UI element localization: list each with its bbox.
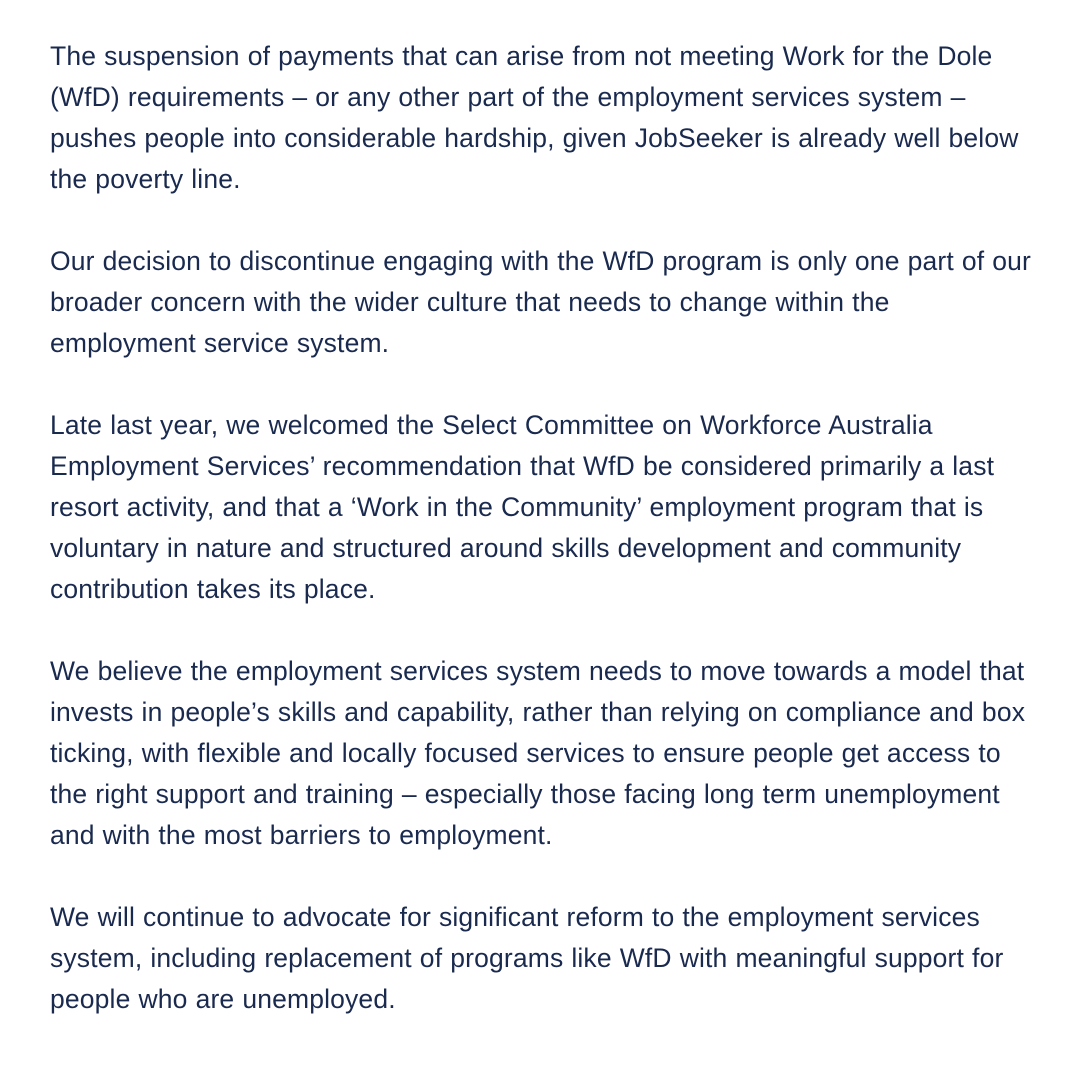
paragraph-discontinue-wfd: Our decision to discontinue engaging with the WfD program is only one part of our broader concern with the wider culture that needs to change within the employment service system. (50, 246, 1032, 358)
paragraph-select-committee: Late last year, we welcomed the Select Committee on Workforce Australia Employment Services’ recommendation that WfD be considered primarily a last resort activity, and that a ‘Work in the Community’ employment program that is voluntary in nature and structured around skills development and community contribution takes its place. (50, 410, 995, 604)
paragraph-payment-suspension: The suspension of payments that can arise from not meeting Work for the Dole (WfD) requirements – or any other part of the employment services system – pushes people into considerable hardship, given JobSeeker is already well below the poverty line. (50, 41, 1019, 194)
paragraph-model-reform: We believe the employment services system needs to move towards a model that invests in people’s skills and capability, rather than relying on compliance and box ticking, with flexible and locally focused services to ensure people get access to the right support and training – especially those facing long term unemployment and with the most barriers to employment. (50, 656, 1026, 850)
paragraph-continue-advocacy: We will continue to advocate for significant reform to the employment services system, including replacement of programs like WfD with meaningful support for people who are unemployed. (50, 902, 1004, 1014)
